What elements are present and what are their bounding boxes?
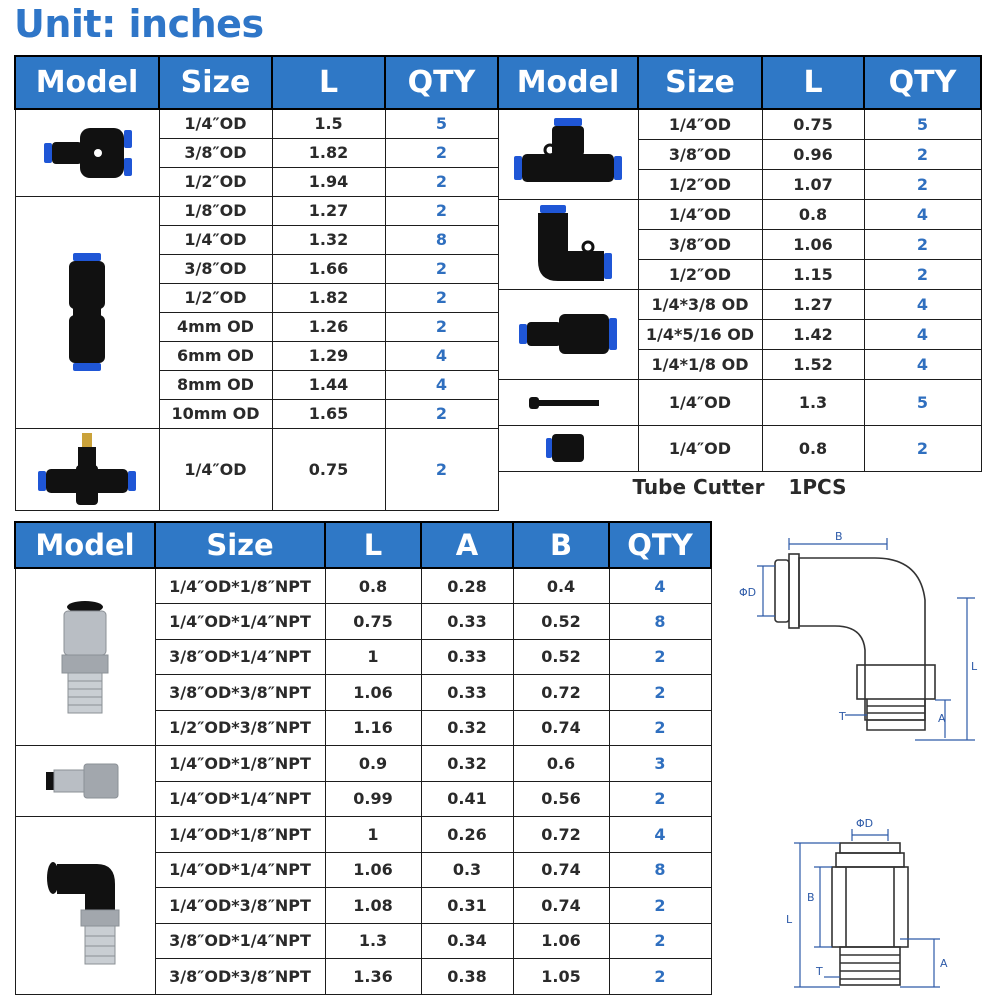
value-cell: 1.26 (272, 312, 385, 341)
value-cell: 0.8 (762, 199, 864, 229)
qty-cell: 2 (609, 710, 711, 746)
table-tee-elbow-fittings (497, 55, 982, 503)
size-cell: 1/4″OD (638, 379, 762, 425)
qty-cell: 2 (609, 888, 711, 924)
value-cell: 1.05 (513, 959, 609, 995)
size-cell: 1/4″OD*1/4″NPT (155, 852, 325, 888)
header-qty: QTY (864, 56, 981, 109)
qty-cell: 8 (385, 225, 498, 254)
qty-cell: 2 (385, 399, 498, 428)
qty-cell: 2 (385, 283, 498, 312)
value-cell: 0.33 (421, 604, 513, 640)
table-row (498, 379, 981, 425)
qty-cell: 2 (385, 254, 498, 283)
value-cell: 1.06 (762, 229, 864, 259)
size-cell: 1/4″OD*1/4″NPT (155, 604, 325, 640)
value-cell: 1.06 (325, 675, 421, 711)
header-size: Size (159, 56, 272, 109)
value-cell: 0.74 (513, 888, 609, 924)
size-cell: 3/8″OD (638, 229, 762, 259)
size-cell: 1/4*3/8 OD (638, 289, 762, 319)
size-cell: 10mm OD (159, 399, 272, 428)
label-b: B (807, 891, 815, 904)
value-cell: 1.32 (272, 225, 385, 254)
qty-cell: 2 (385, 167, 498, 196)
label-l: L (971, 660, 978, 673)
tee-connector-icon (498, 109, 638, 199)
qty-cell: 2 (385, 196, 498, 225)
label-a: A (940, 957, 948, 970)
male-elbow-fitting-icon (15, 817, 155, 995)
value-cell: 0.74 (513, 852, 609, 888)
qty-cell: 4 (609, 817, 711, 853)
size-cell: 1/4″OD*1/8″NPT (155, 746, 325, 782)
qty-cell: 4 (385, 370, 498, 399)
page-title: Unit: inches (14, 2, 264, 46)
label-t: T (839, 710, 846, 723)
qty-cell: 8 (609, 852, 711, 888)
qty-cell: 4 (864, 289, 981, 319)
header-l: L (762, 56, 864, 109)
value-cell: 0.9 (325, 746, 421, 782)
value-cell: 1.36 (325, 959, 421, 995)
label-b: B (835, 530, 843, 543)
table-row (15, 428, 498, 510)
qty-cell: 3 (609, 746, 711, 782)
value-cell: 1.42 (762, 319, 864, 349)
male-straight-fitting-icon (15, 568, 155, 746)
value-cell: 1.65 (272, 399, 385, 428)
size-cell: 1/4″OD (159, 428, 272, 510)
size-cell: 1/2″OD (159, 283, 272, 312)
value-cell: 1.44 (272, 370, 385, 399)
header-size: Size (155, 522, 325, 568)
value-cell: 0.38 (421, 959, 513, 995)
size-cell: 6mm OD (159, 341, 272, 370)
header-qty: QTY (385, 56, 498, 109)
size-cell: 1/2″OD*3/8″NPT (155, 710, 325, 746)
size-cell: 1/2″OD (638, 259, 762, 289)
table-row (15, 817, 711, 853)
header-a: A (421, 522, 513, 568)
label-l: L (786, 913, 793, 926)
value-cell: 1.66 (272, 254, 385, 283)
value-cell: 0.26 (421, 817, 513, 853)
label-od: ΦD (739, 586, 757, 599)
qty-cell: 2 (609, 639, 711, 675)
size-cell: 1/4″OD (159, 225, 272, 254)
value-cell: 0.34 (421, 923, 513, 959)
value-cell: 0.72 (513, 675, 609, 711)
table-row (15, 196, 498, 225)
table-npt-fittings (14, 521, 712, 995)
size-cell: 3/8″OD (159, 254, 272, 283)
table-row (498, 289, 981, 319)
value-cell: 0.31 (421, 888, 513, 924)
value-cell: 0.96 (762, 139, 864, 169)
qty-cell: 5 (864, 109, 981, 139)
reducer-connector-icon (498, 289, 638, 379)
header-size: Size (638, 56, 762, 109)
size-cell: 3/8″OD*1/4″NPT (155, 923, 325, 959)
value-cell: 1.29 (272, 341, 385, 370)
value-cell: 1.06 (513, 923, 609, 959)
header-model: Model (498, 56, 638, 109)
value-cell: 0.52 (513, 639, 609, 675)
value-cell: 1 (325, 817, 421, 853)
value-cell: 0.4 (513, 568, 609, 604)
qty-cell: 2 (609, 923, 711, 959)
size-cell: 1/4″OD (638, 199, 762, 229)
qty-cell: 2 (864, 139, 981, 169)
tube-cutter-cell (498, 471, 981, 503)
table-row (498, 425, 981, 471)
value-cell: 1.82 (272, 138, 385, 167)
size-cell: 3/8″OD*1/4″NPT (155, 639, 325, 675)
female-straight-fitting-icon (15, 746, 155, 817)
table-row (15, 746, 711, 782)
value-cell: 0.74 (513, 710, 609, 746)
header-model: Model (15, 522, 155, 568)
label-od: ΦD (856, 817, 874, 830)
label-a: A (938, 712, 946, 725)
bulkhead-union-icon (498, 425, 638, 471)
qty-cell: 2 (609, 781, 711, 817)
qty-cell: 5 (864, 379, 981, 425)
header-qty: QTY (609, 522, 711, 568)
size-cell: 1/4*1/8 OD (638, 349, 762, 379)
qty-cell: 2 (609, 959, 711, 995)
qty-cell: 8 (609, 604, 711, 640)
value-cell: 0.8 (325, 568, 421, 604)
value-cell: 0.33 (421, 675, 513, 711)
qty-cell: 4 (864, 349, 981, 379)
tube-cutter-label: Tube Cutter (632, 475, 765, 500)
qty-cell: 5 (385, 109, 498, 138)
qty-cell: 2 (864, 425, 981, 471)
size-cell: 1/4*5/16 OD (638, 319, 762, 349)
size-cell: 1/8″OD (159, 196, 272, 225)
flow-control-valve-icon (15, 428, 159, 510)
size-cell: 3/8″OD*3/8″NPT (155, 675, 325, 711)
value-cell: 0.52 (513, 604, 609, 640)
elbow-dimension-diagram (735, 530, 995, 750)
value-cell: 0.56 (513, 781, 609, 817)
value-cell: 0.72 (513, 817, 609, 853)
y-connector-icon (15, 109, 159, 196)
size-cell: 3/8″OD*3/8″NPT (155, 959, 325, 995)
straight-connector-icon (15, 196, 159, 428)
label-t: T (816, 965, 823, 978)
value-cell: 1.06 (325, 852, 421, 888)
table-row (15, 109, 498, 138)
header-b: B (513, 522, 609, 568)
value-cell: 0.6 (513, 746, 609, 782)
qty-cell: 4 (609, 568, 711, 604)
value-cell: 0.75 (325, 604, 421, 640)
value-cell: 1.27 (272, 196, 385, 225)
value-cell: 1.52 (762, 349, 864, 379)
value-cell: 0.75 (272, 428, 385, 510)
tube-cutter-qty: 1PCS (788, 475, 847, 500)
size-cell: 3/8″OD (638, 139, 762, 169)
size-cell: 3/8″OD (159, 138, 272, 167)
qty-cell: 2 (385, 138, 498, 167)
value-cell: 0.99 (325, 781, 421, 817)
value-cell: 1 (325, 639, 421, 675)
straight-dimension-diagram (780, 815, 970, 995)
qty-cell: 4 (864, 319, 981, 349)
elbow-connector-icon (498, 199, 638, 289)
qty-cell: 2 (864, 169, 981, 199)
header-l: L (325, 522, 421, 568)
plug-icon (498, 379, 638, 425)
size-cell: 1/2″OD (159, 167, 272, 196)
header-model: Model (15, 56, 159, 109)
qty-cell: 2 (864, 229, 981, 259)
value-cell: 0.28 (421, 568, 513, 604)
table-row (15, 568, 711, 604)
qty-cell: 2 (385, 428, 498, 510)
value-cell: 0.33 (421, 639, 513, 675)
table-row (498, 199, 981, 229)
qty-cell: 2 (864, 259, 981, 289)
qty-cell: 2 (385, 312, 498, 341)
value-cell: 1.27 (762, 289, 864, 319)
size-cell: 1/4″OD (638, 425, 762, 471)
value-cell: 1.15 (762, 259, 864, 289)
size-cell: 1/4″OD*1/4″NPT (155, 781, 325, 817)
size-cell: 4mm OD (159, 312, 272, 341)
value-cell: 1.16 (325, 710, 421, 746)
tube-cutter-row (498, 471, 981, 503)
value-cell: 1.82 (272, 283, 385, 312)
value-cell: 0.32 (421, 746, 513, 782)
value-cell: 1.08 (325, 888, 421, 924)
value-cell: 1.07 (762, 169, 864, 199)
header-l: L (272, 56, 385, 109)
size-cell: 1/4″OD (159, 109, 272, 138)
size-cell: 1/4″OD (638, 109, 762, 139)
qty-cell: 2 (609, 675, 711, 711)
size-cell: 1/4″OD*1/8″NPT (155, 568, 325, 604)
size-cell: 1/4″OD*1/8″NPT (155, 817, 325, 853)
table-row (498, 109, 981, 139)
value-cell: 0.32 (421, 710, 513, 746)
value-cell: 0.75 (762, 109, 864, 139)
value-cell: 0.8 (762, 425, 864, 471)
value-cell: 0.3 (421, 852, 513, 888)
size-cell: 1/4″OD*3/8″NPT (155, 888, 325, 924)
value-cell: 0.41 (421, 781, 513, 817)
value-cell: 1.5 (272, 109, 385, 138)
size-cell: 1/2″OD (638, 169, 762, 199)
qty-cell: 4 (385, 341, 498, 370)
value-cell: 1.94 (272, 167, 385, 196)
table-union-fittings (14, 55, 499, 511)
size-cell: 8mm OD (159, 370, 272, 399)
value-cell: 1.3 (762, 379, 864, 425)
qty-cell: 4 (864, 199, 981, 229)
value-cell: 1.3 (325, 923, 421, 959)
